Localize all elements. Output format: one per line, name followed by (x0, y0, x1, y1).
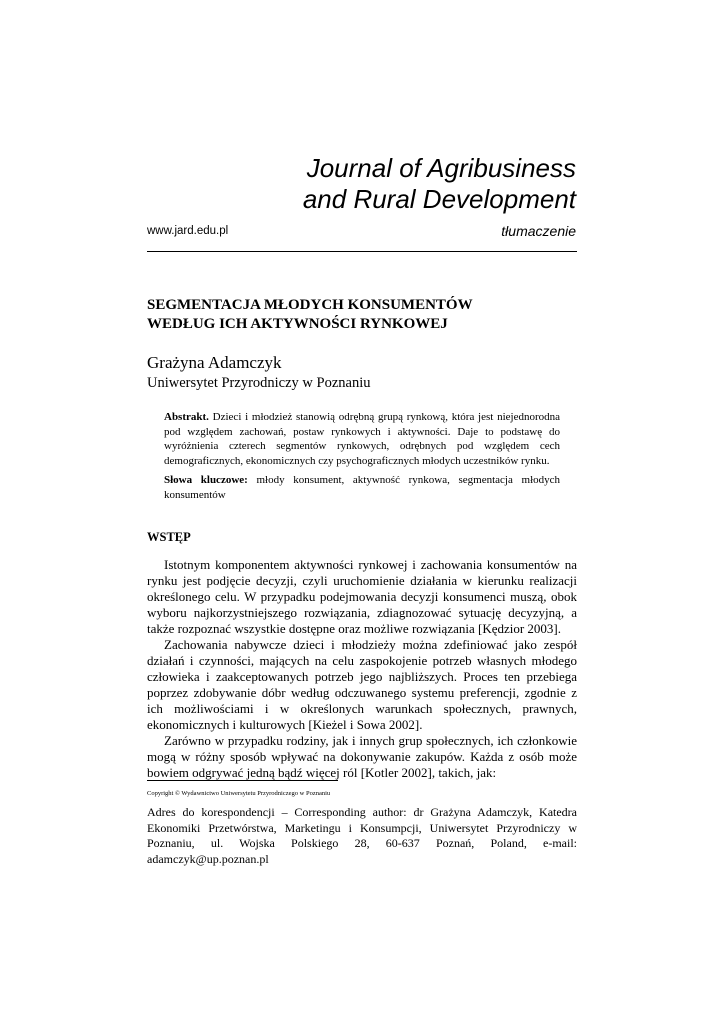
abstract-text: Dzieci i młodzież stanowią odrębną grupą rynkową, która jest niejednorodna pod względem zachowań, postaw rynkowych i aktywności. Daje to podstawę do wyróżnienia czterech segmentów rynkowych, odrębnych pod względem cech demograficznych, ekonomicznych czy psychograficznych młodych uczestników rynku. (164, 411, 560, 467)
keywords (164, 473, 560, 502)
author-affiliation: Uniwersytet Przyrodniczy w Poznaniu (147, 375, 371, 391)
copyright-notice: Copyright © Wydawnictwo Uniwersytetu Przyrodniczego w Poznaniu (147, 790, 331, 797)
abstract-label: Abstrakt. (164, 411, 209, 423)
body-text (147, 557, 577, 781)
journal-name-line2: and Rural Development (302, 184, 576, 214)
author-name: Grażyna Adamczyk (147, 353, 282, 372)
correspondence-address: Adres do korespondencji – Corresponding author: dr Grażyna Adamczyk, Katedra Ekonomiki Przetwórstwa, Marketingu i Konsumpcji, Uniwersytet Przyrodniczy w Poznaniu, ul. Wojska Polskiego 28, 60-637 Poznań, Poland, e-mail: adamczyk@up.poznan.pl (147, 805, 577, 866)
keywords-text: młody konsument, aktywność rynkowa, segmentacja młodych konsumentów (164, 474, 561, 501)
article-title-line1: SEGMENTACJA MŁODYCH KONSUMENTÓW (147, 297, 473, 313)
header-rule (147, 251, 577, 252)
keywords-label: Słowa kluczowe: (164, 474, 248, 486)
section-heading: WSTĘP (147, 530, 191, 544)
paragraph: Zarówno w przypadku rodziny, jak i innych grup społecznych, ich członkowie mogą w różny sposób wpływać na dokonywanie zakupów. Każda z osób może bowiem odgrywać jedną bądź więcej ról [Kotler 2002], takich, jak: (147, 733, 577, 780)
footnote-rule (147, 780, 338, 781)
abstract (164, 410, 560, 468)
paragraph: Zachowania nabywcze dzieci i młodzieży można zdefiniować jako zespół działań i czynności, mających na celu zaspokojenie potrzeb własnych młodego człowieka i zaakceptowanych potrzeb jego najbliższych. Proces ten przebiega poprzez zdobywanie dóbr według odczuwanego systemu preferencji, zgodnie z ich możliwościami i w określonych warunkach społecznych, prawnych, ekonomicznych i kulturowych [Kieżel i Sowa 2002]. (147, 637, 577, 732)
journal-url: www.jard.edu.pl (147, 225, 229, 237)
translation-label: tłumaczenie (501, 223, 576, 239)
paragraph: Istotnym komponentem aktywności rynkowej i zachowania konsumentów na rynku jest podjęcie decyzji, czyli uruchomienie działania w kierunku realizacji określonego celu. W przypadku podejmowania decyzji konsumenci muszą, obok wyboru najkorzystniejszego rozwiązania, zdiagnozować sytuację decyzyjną, a także rozpoznać wszystkie dostępne oraz możliwe rozwiązania [Kędzior 2003]. (147, 557, 577, 636)
journal-name-line1: Journal of Agribusiness (306, 153, 576, 183)
article-title-line2: WEDŁUG ICH AKTYWNOŚCI RYNKOWEJ (147, 316, 448, 332)
